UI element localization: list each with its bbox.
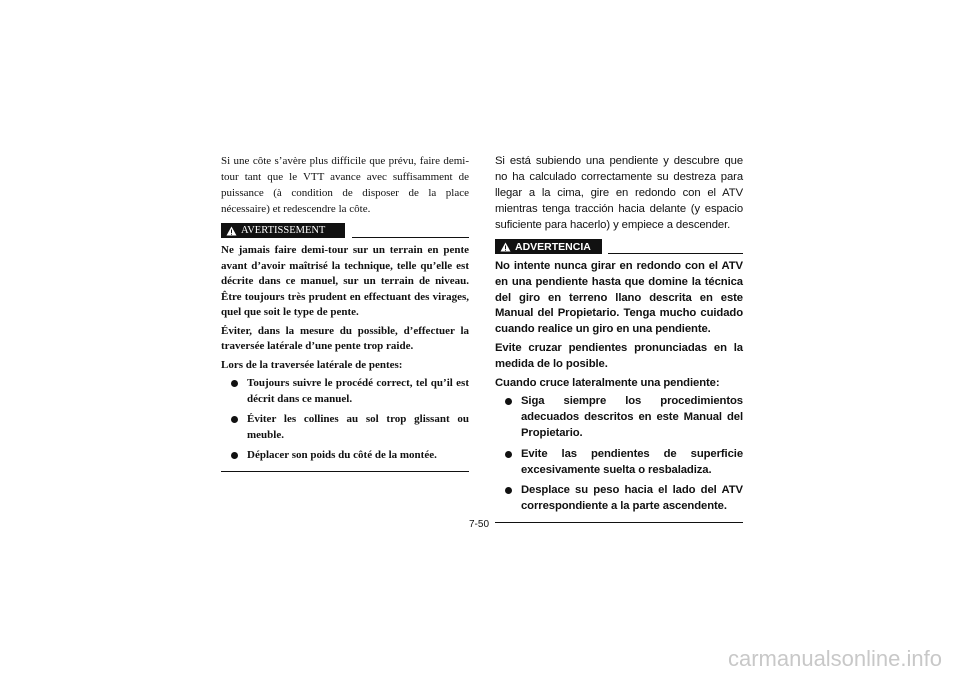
spanish-bullet-list	[495, 394, 743, 515]
bullet-dot-icon	[505, 487, 512, 494]
spanish-intro: Si está subiendo una pendiente y descubre que no ha calculado correctamente su destreza para llegar a la cima, gire en redondo con el ATV mientras tenga tracción hacia delante (y espacio suficiente para hacerlo) y empiece a descender.	[495, 155, 743, 231]
french-warning-label: AVERTISSEMENT	[241, 225, 326, 236]
french-warning-para-3: Lors de la traversée latérale de pentes:	[221, 358, 403, 371]
spanish-warning-header	[495, 239, 743, 255]
list-item: Evite las pendientes de superficie excesivamente suelta o resbaladiza.	[495, 447, 743, 479]
french-warning-para-1: Ne jamais faire demi-tour sur un terrain en pente avant d’avoir maîtrisé la technique, telle qu’elle est décrite dans ce manuel, sur un terrain de niveau. Être toujours très prudent en effectuant des virages, quel que soit le type de pente.	[221, 244, 469, 318]
list-item: Desplace su peso hacia el lado del ATV correspondiente a la parte ascendente.	[495, 483, 743, 515]
french-warning-rule	[352, 237, 469, 238]
spanish-warning-label: ADVERTENCIA	[515, 240, 591, 253]
list-item: Éviter les collines au sol trop glissant ou meuble.	[221, 412, 469, 443]
spanish-warning-rule	[608, 253, 743, 254]
warning-triangle-icon	[226, 226, 237, 236]
spanish-warning-badge	[495, 239, 602, 254]
french-warning-badge	[221, 223, 345, 238]
list-item: Siga siempre los procedimientos adecuados descritos en este Manual del Propietario.	[495, 394, 743, 441]
french-warning-header	[221, 223, 469, 239]
watermark: carmanualsonline.info	[727, 646, 942, 671]
french-intro: Si une côte s’avère plus difficile que prévu, faire demi-tour tant que le VTT avance avec suffisamment de puissance (à condition de disposer de la place nécessaire) et redescendre la côte.	[221, 155, 469, 215]
spanish-warning-body	[495, 259, 743, 515]
page-number: 7-50	[469, 519, 490, 530]
list-item: Déplacer son poids du côté de la montée.	[221, 448, 469, 464]
french-warning-para-2: Éviter, dans la mesure du possible, d’effectuer la traversée latérale d’une pente trop raide.	[221, 324, 469, 352]
bullet-dot-icon	[231, 452, 238, 459]
spanish-warning-para-2: Evite cruzar pendientes pronunciadas en la medida de lo posible.	[495, 341, 743, 370]
spanish-warning-para-1: No intente nunca girar en redondo con el ATV en una pendiente hasta que domine la técnica del giro en terreno llano descrita en este Manual del Propietario. Tenga mucho cuidado cuando realice un giro en una pendiente.	[495, 260, 743, 336]
french-bullet-list	[221, 376, 469, 464]
french-warning-body	[221, 243, 469, 464]
bullet-dot-icon	[505, 451, 512, 458]
list-item: Toujours suivre le procédé correct, tel qu’il est décrit dans ce manuel.	[221, 376, 469, 407]
bullet-dot-icon	[505, 398, 512, 405]
spanish-warning-para-3: Cuando cruce lateralmente una pendiente:	[495, 376, 720, 389]
french-column	[221, 153, 469, 472]
bullet-dot-icon	[231, 380, 238, 387]
bullet-dot-icon	[231, 416, 238, 423]
french-end-rule	[221, 471, 469, 472]
spanish-column	[495, 153, 743, 523]
warning-triangle-icon	[500, 242, 511, 252]
spanish-end-rule	[495, 522, 743, 523]
